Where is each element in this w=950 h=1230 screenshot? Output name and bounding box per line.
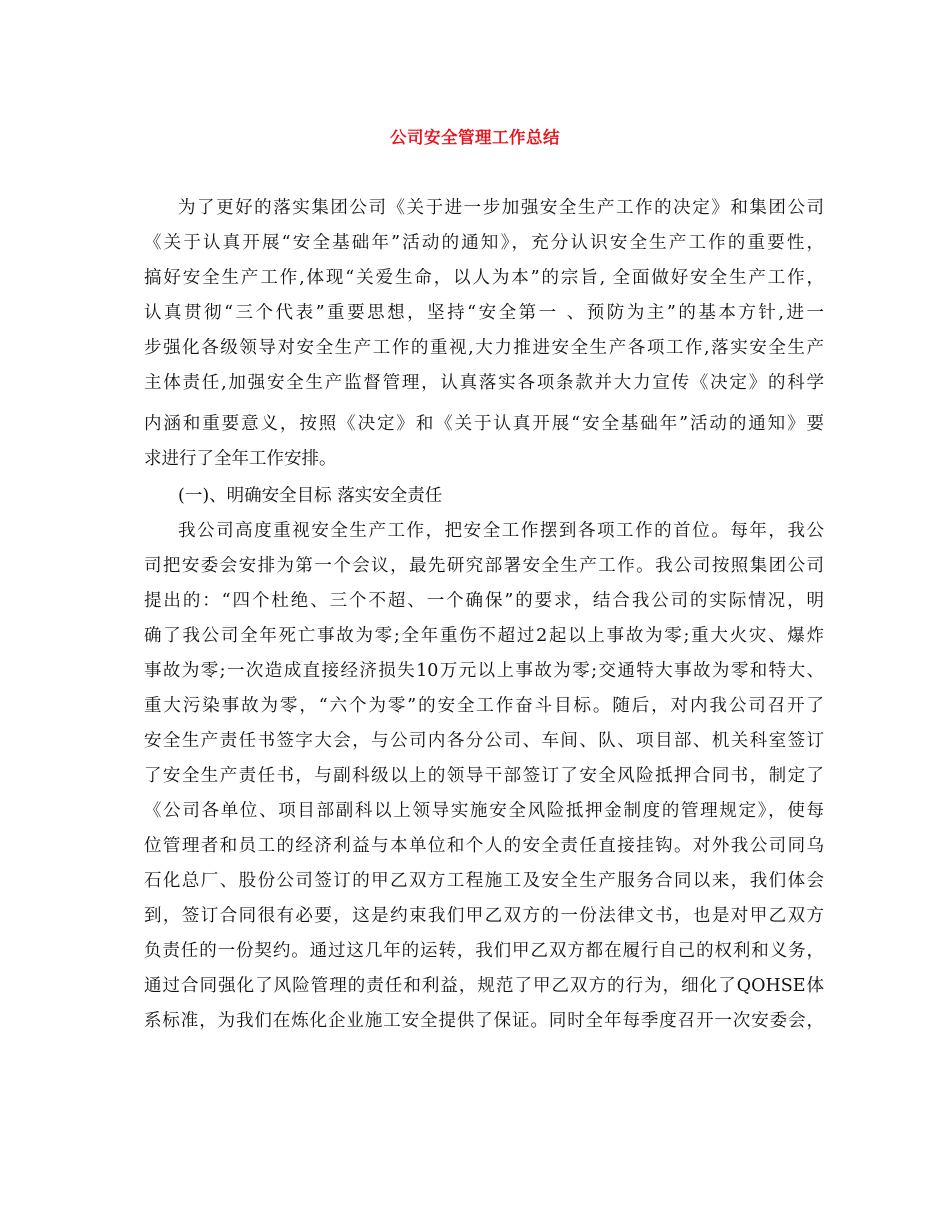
paragraph-line: 事故为零;一次造成直接经济损失10万元以上事故为零;交通特大事故为零和特大、	[144, 661, 824, 681]
paragraph-line: 求进行了全年工作安排。	[144, 449, 337, 469]
paragraph-line: 安全生产责任书签字大会，与公司内各分公司、车间、队、项目部、机关科室签订	[144, 731, 824, 751]
paragraph-line: 《关于认真开展“安全基础年”活动的通知》，充分认识安全生产工作的重要性，	[144, 233, 824, 253]
paragraph-line: 提出的：“四个杜绝、三个不超、一个确保”的要求，结合我公司的实际情况，明	[144, 591, 824, 611]
paragraph-line: 负责任的一份契约。通过这几年的运转，我们甲乙双方都在履行自己的权利和义务，	[144, 941, 824, 961]
paragraph-line: 内涵和重要意义，按照《决定》和《关于认真开展“安全基础年”活动的通知》要	[144, 414, 824, 434]
paragraph-line: 通过合同强化了风险管理的责任和利益，规范了甲乙双方的行为，细化了QOHSE体	[144, 976, 824, 996]
paragraph-line: 认真贯彻“三个代表”重要思想，坚持“安全第一 、预防为主”的基本方针,进一	[144, 303, 824, 323]
paragraph-line: 确了我公司全年死亡事故为零;全年重伤不超过2起以上事故为零;重大火灾、爆炸	[144, 626, 824, 646]
paragraph-line: 石化总厂、股份公司签订的甲乙双方工程施工及安全生产服务合同以来，我们体会	[144, 871, 824, 891]
paragraph-line: 系标准，为我们在炼化企业施工安全提供了保证。同时全年每季度召开一次安委会，	[144, 1011, 824, 1031]
paragraph-line: 《公司各单位、项目部副科以上领导实施安全风险抵押金制度的管理规定》，使每	[144, 801, 824, 821]
paragraph-line: 为了更好的落实集团公司《关于进一步加强安全生产工作的决定》和集团公司	[178, 198, 824, 218]
section-heading: (一)、明确安全目标 落实安全责任	[178, 486, 443, 506]
paragraph-line: 重大污染事故为零，“六个为零”的安全工作奋斗目标。随后，对内我公司召开了	[144, 696, 824, 716]
paragraph-line: 司把安委会安排为第一个会议，最先研究部署安全生产工作。我公司按照集团公司	[144, 556, 824, 576]
paragraph-line: 位管理者和员工的经济利益与本单位和个人的安全责任直接挂钩。对外我公司同乌	[144, 836, 824, 856]
paragraph-line: 到，签订合同很有必要，这是约束我们甲乙双方的一份法律文书，也是对甲乙双方	[144, 906, 824, 926]
paragraph-line: 我公司高度重视安全生产工作，把安全工作摆到各项工作的首位。每年，我公	[178, 521, 824, 541]
paragraph-line: 步强化各级领导对安全生产工作的重视,大力推进安全生产各项工作,落实安全生产	[144, 338, 824, 358]
paragraph-line: 主体责任,加强安全生产监督管理，认真落实各项条款并大力宣传《决定》的科学	[144, 373, 824, 393]
paragraph-line: 搞好安全生产工作,体现“关爱生命，以人为本”的宗旨, 全面做好安全生产工作，	[144, 268, 824, 288]
document-title: 公司安全管理工作总结	[390, 128, 560, 147]
paragraph-line: 了安全生产责任书，与副科级以上的领导干部签订了安全风险抵押合同书，制定了	[144, 766, 824, 786]
